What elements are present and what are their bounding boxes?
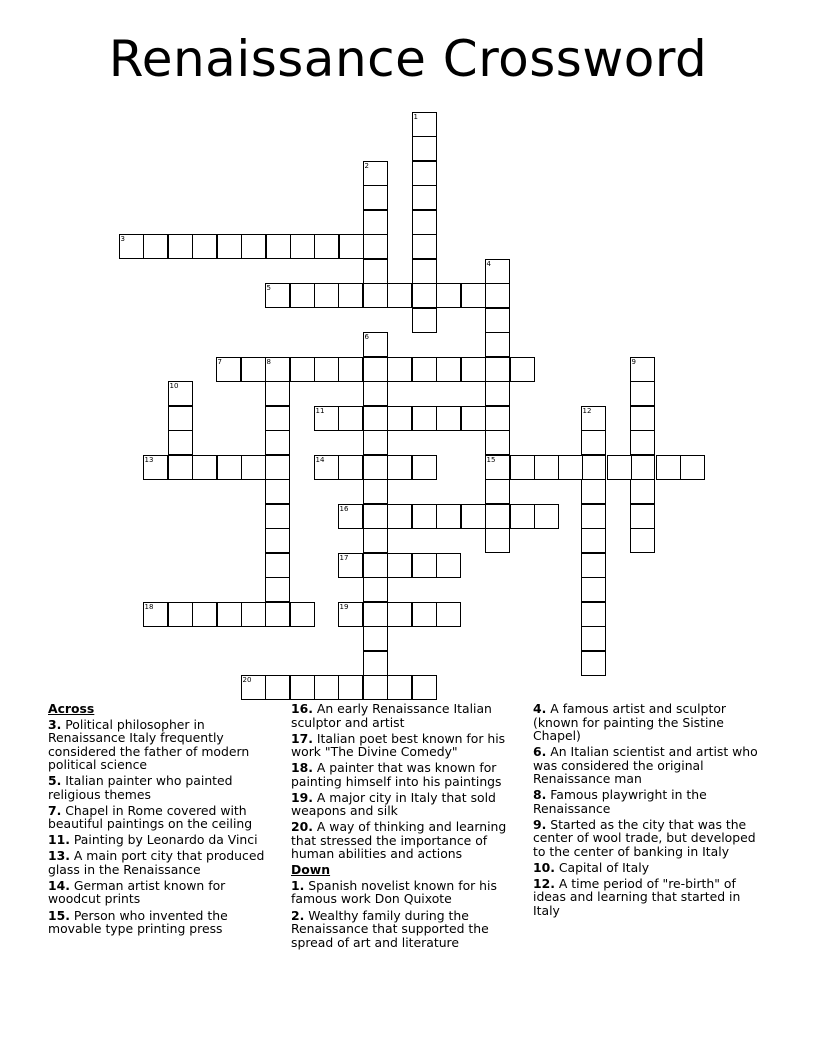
clue-item [533,818,763,859]
crossword-cell[interactable] [265,504,289,528]
crossword-cell[interactable] [217,602,241,626]
crossword-cell[interactable] [436,406,460,430]
crossword-cell[interactable] [534,455,558,479]
crossword-cell[interactable] [630,479,654,503]
crossword-cell[interactable] [314,357,338,381]
crossword-cell[interactable] [412,602,436,626]
crossword-cell[interactable] [630,528,654,552]
clue-number: 7 [217,357,222,366]
crossword-cell[interactable] [387,675,411,699]
crossword-cell[interactable] [412,675,436,699]
clue-number: 4 [486,259,491,268]
crossword-cell[interactable] [510,455,534,479]
clue-item-number: 8. [533,787,547,803]
crossword-cell[interactable] [363,210,387,234]
crossword-cell[interactable] [436,283,460,307]
clue-number: 17 [339,553,349,562]
clue-item-number: 7. [48,802,62,818]
crossword-cell[interactable] [412,357,436,381]
crossword-cell[interactable] [387,553,411,577]
crossword-cell[interactable] [363,185,387,209]
clue-item [48,879,273,906]
across-clue-list-continued [291,702,516,861]
crossword-cell[interactable] [266,234,290,258]
crossword-cell[interactable] [581,504,605,528]
clue-item-number: 13. [48,848,70,864]
crossword-cell[interactable] [485,332,509,356]
crossword-cell[interactable] [290,283,314,307]
clue-item [291,732,516,759]
crossword-cell[interactable] [217,455,241,479]
clue-item-text: Started as the city that was the center of wool trade, but developed to the center of banking in Italy [533,816,756,859]
crossword-cell[interactable] [581,626,605,650]
clue-item-text: A main port city that produced glass in the Renaissance [48,848,265,877]
crossword-cell[interactable] [387,406,411,430]
crossword-cell[interactable] [436,553,460,577]
clue-number: 19 [339,602,349,611]
clue-item-number: 16. [291,701,313,716]
clue-item-number: 2. [291,907,305,923]
clue-item [48,804,273,831]
crossword-cell[interactable] [241,602,265,626]
crossword-cell[interactable] [485,308,509,332]
clue-number: 16 [339,504,349,513]
clue-number: 3 [120,234,125,243]
crossword-cell[interactable] [363,651,387,675]
down-clue-list [291,879,516,949]
crossword-cell[interactable] [461,504,485,528]
crossword-cell[interactable] [510,357,534,381]
clue-item-number: 14. [48,877,70,893]
clue-number: 10 [169,381,179,390]
crossword-cell[interactable] [630,430,654,454]
clue-item-text: Famous playwright in the Renaissance [533,787,707,816]
crossword-cell[interactable] [168,406,192,430]
clue-number: 14 [315,455,325,464]
crossword-cell[interactable] [168,430,192,454]
crossword-cell[interactable] [387,602,411,626]
clue-item [533,861,763,875]
crossword-cell[interactable] [363,602,387,626]
crossword-cell[interactable] [581,553,605,577]
crossword-cell[interactable] [192,455,216,479]
crossword-cell[interactable] [363,283,387,307]
clue-column-3 [533,702,763,920]
crossword-cell[interactable] [338,406,362,430]
crossword-cell[interactable] [192,602,216,626]
clue-number: 2 [364,161,369,170]
crossword-cell[interactable] [412,210,436,234]
clue-item-text: Painting by Leonardo da Vinci [69,832,258,848]
clue-item [291,820,516,861]
clue-number: 15 [486,455,496,464]
crossword-cell[interactable] [607,455,631,479]
clue-item-number: 9. [533,816,547,832]
crossword-cell[interactable] [363,577,387,601]
crossword-cell[interactable] [436,357,460,381]
clue-item [291,909,516,950]
across-heading: Across [48,701,95,716]
clue-item-text: German artist known for woodcut prints [48,877,226,907]
crossword-cell[interactable] [412,259,436,283]
clue-item [533,877,763,918]
crossword-cell[interactable] [265,675,289,699]
clue-item-number: 5. [48,773,62,789]
clue-number: 6 [364,332,369,341]
crossword-cell[interactable] [363,553,387,577]
across-clue-list [48,718,273,936]
crossword-cell[interactable] [168,602,192,626]
crossword-cell[interactable] [338,357,362,381]
crossword-cell[interactable] [485,406,509,430]
crossword-cell[interactable] [363,234,387,258]
crossword-cell[interactable] [217,234,241,258]
crossword-cell[interactable] [363,528,387,552]
crossword-cell[interactable] [387,357,411,381]
crossword-cell[interactable] [581,455,605,479]
clue-item-text: Italian painter who painted religious themes [48,773,233,802]
crossword-cell[interactable] [558,455,582,479]
crossword-cell[interactable] [265,577,289,601]
crossword-cell[interactable] [630,504,654,528]
page-title: Renaissance Crossword [108,30,708,88]
crossword-cell[interactable] [363,357,387,381]
crossword-cell[interactable] [265,528,289,552]
crossword-cell[interactable] [265,381,289,405]
crossword-cell[interactable] [680,455,704,479]
crossword-cell[interactable] [412,234,436,258]
clue-item-text: An Italian scientist and artist who was considered the original Renaissance man [533,744,758,787]
crossword-cell[interactable] [656,455,680,479]
clue-item [48,774,273,801]
clue-number: 13 [144,455,154,464]
down-heading: Down [291,862,331,878]
crossword-cell[interactable] [363,259,387,283]
clue-item-text: A way of thinking and learning that stressed the importance of human abilities and actions [291,819,507,862]
clue-item [533,745,763,786]
crossword-cell[interactable] [485,283,509,307]
clue-item-text: A painter that was known for painting himself into his paintings [291,760,502,789]
clue-column-2 [291,702,516,952]
clue-item-number: 20. [291,819,313,835]
crossword-cell[interactable] [363,455,387,479]
crossword-cell[interactable] [461,357,485,381]
clue-number: 1 [413,112,418,121]
crossword-cell[interactable] [461,283,485,307]
crossword-cell[interactable] [387,283,411,307]
crossword-cell[interactable] [363,406,387,430]
crossword-cell[interactable] [168,455,192,479]
crossword-cell[interactable] [265,430,289,454]
crossword-cell[interactable] [387,504,411,528]
crossword-cell[interactable] [192,234,216,258]
clue-item-text: A time period of "re-birth" of ideas and learning that started in Italy [533,875,741,918]
crossword-cell[interactable] [241,455,265,479]
clue-item [48,718,273,772]
crossword-cell[interactable] [581,651,605,675]
clue-item-number: 17. [291,730,313,746]
crossword-cell[interactable] [265,602,289,626]
clue-item-number: 12. [533,875,555,891]
crossword-cell[interactable] [412,504,436,528]
crossword-cell[interactable] [412,553,436,577]
clue-number: 20 [242,675,252,684]
crossword-cell[interactable] [412,406,436,430]
crossword-cell[interactable] [412,161,436,185]
crossword-cell[interactable] [241,357,265,381]
crossword-cell[interactable] [290,602,314,626]
clue-item-number: 15. [48,907,70,923]
crossword-cell[interactable] [630,406,654,430]
crossword-cell[interactable] [363,626,387,650]
crossword-cell[interactable] [387,455,411,479]
clue-item-number: 19. [291,789,313,805]
clue-item-text: Wealthy family during the Renaissance that supported the spread of art and literature [291,907,489,950]
clue-item [291,761,516,788]
crossword-cell[interactable] [581,602,605,626]
crossword-cell[interactable] [436,504,460,528]
crossword-cell[interactable] [630,455,654,479]
crossword-cell[interactable] [436,602,460,626]
crossword-cell[interactable] [338,283,362,307]
crossword-cell[interactable] [412,455,436,479]
crossword-cell[interactable] [338,455,362,479]
crossword-cell[interactable] [581,479,605,503]
crossword-cell[interactable] [265,406,289,430]
clue-item-number: 6. [533,744,547,760]
clue-number: 8 [266,357,271,366]
crossword-cell[interactable] [581,577,605,601]
clue-item-text: A famous artist and sculptor (known for painting the Sistine Chapel) [533,701,727,743]
crossword-cell[interactable] [241,234,265,258]
crossword-cell[interactable] [265,479,289,503]
clue-item-text: Spanish novelist known for his famous work Don Quixote [291,877,497,907]
clue-item-text: Person who invented the movable type printing press [48,907,228,937]
crossword-cell[interactable] [485,479,509,503]
clue-item-number: 1. [291,877,305,893]
clue-item [533,788,763,815]
clue-item [48,849,273,876]
crossword-cell[interactable] [485,430,509,454]
clue-item-text: Italian poet best known for his work "The Divine Comedy" [291,730,506,760]
crossword-cell[interactable] [363,504,387,528]
clue-item-text: An early Renaissance Italian sculptor and artist [291,701,492,730]
crossword-cell[interactable] [339,234,363,258]
clue-item-number: 10. [533,859,555,875]
crossword-cell[interactable] [290,357,314,381]
clue-number: 12 [582,406,592,415]
crossword-cell[interactable] [363,381,387,405]
clue-item [533,702,763,743]
crossword-cell[interactable] [485,528,509,552]
crossword-cell[interactable] [412,136,436,160]
crossword-cell[interactable] [363,430,387,454]
crossword-cell[interactable] [338,675,362,699]
clue-item-number: 4. [533,701,547,716]
crossword-cell[interactable] [168,234,192,258]
crossword-cell[interactable] [290,675,314,699]
crossword-cell[interactable] [314,283,338,307]
clue-item-number: 3. [48,716,62,732]
clue-item-number: 18. [291,760,313,776]
crossword-cell[interactable] [630,381,654,405]
crossword-cell[interactable] [485,381,509,405]
clue-number: 11 [315,406,325,415]
crossword-cell[interactable] [314,234,338,258]
crossword-cell[interactable] [412,308,436,332]
clue-item [48,833,273,847]
clue-item-text: Capital of Italy [554,859,650,875]
clue-item [291,791,516,818]
crossword-cell[interactable] [485,504,509,528]
clue-item-text: A major city in Italy that sold weapons and silk [291,789,496,819]
crossword-cell[interactable] [314,675,338,699]
crossword-cell[interactable] [363,675,387,699]
clue-item-text: Political philosopher in Renaissance Italy frequently considered the father of modern political science [48,716,250,772]
crossword-cell[interactable] [363,479,387,503]
crossword-cell[interactable] [265,455,289,479]
crossword-cell[interactable] [581,430,605,454]
clue-number: 18 [144,602,154,611]
clue-item [291,879,516,906]
clue-column-1 [48,702,273,938]
crossword-cell[interactable] [290,234,314,258]
clue-item [48,909,273,936]
crossword-cell[interactable] [534,504,558,528]
down-clue-list-continued [533,702,763,917]
crossword-cell[interactable] [412,185,436,209]
crossword-cell[interactable] [461,406,485,430]
clue-item-text: Chapel in Rome covered with beautiful paintings on the ceiling [48,802,253,832]
clue-number: 9 [631,357,636,366]
crossword-cell[interactable] [265,553,289,577]
crossword-cell[interactable] [485,357,509,381]
crossword-cell[interactable] [143,234,167,258]
crossword-cell[interactable] [510,504,534,528]
clue-number: 5 [266,283,271,292]
clue-item-number: 11. [48,832,70,848]
crossword-cell[interactable] [581,528,605,552]
crossword-cell[interactable] [412,283,436,307]
clue-item [291,702,516,729]
